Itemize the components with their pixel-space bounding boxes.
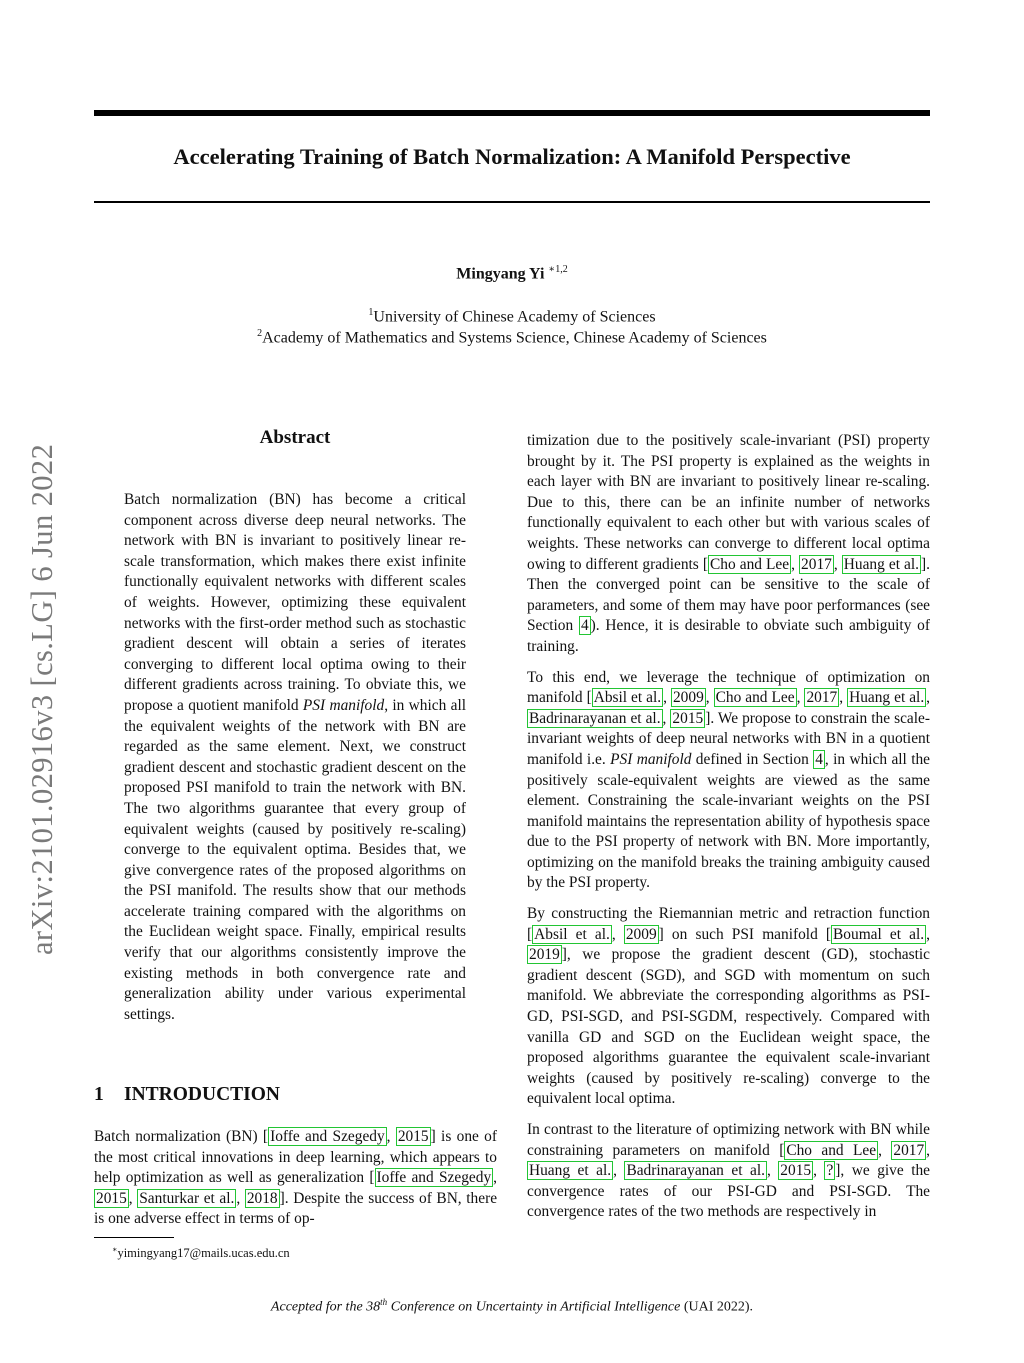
section-title: INTRODUCTION: [124, 1084, 281, 1105]
affiliation-2-number: 2: [257, 328, 263, 339]
text: ,: [128, 1189, 138, 1207]
text: ,: [386, 1128, 396, 1145]
arxiv-identifier-stamp: arXiv:2101.02916v3 [cs.LG] 6 Jun 2022: [25, 443, 59, 955]
section-reference-link[interactable]: 4: [815, 750, 823, 768]
citation-link[interactable]: 2017: [806, 689, 838, 707]
citation-link[interactable]: Huang et al.: [529, 1162, 612, 1180]
right-paragraph-4: [527, 1120, 930, 1223]
introduction-right-column: [527, 431, 930, 1233]
section-number: 1: [94, 1084, 104, 1105]
citation-link[interactable]: Huang et al.: [843, 555, 920, 573]
citation-link[interactable]: Santurkar et al.: [139, 1189, 235, 1207]
text: ,: [613, 1162, 625, 1180]
abstract-paragraph: [124, 490, 466, 1025]
citation-link[interactable]: 2015: [780, 1162, 812, 1180]
text: ,: [839, 689, 848, 707]
footnote: [112, 1241, 290, 1262]
right-paragraph-1: [527, 431, 930, 658]
abstract-text-1: Batch normalization (BN) has become a critical component across diverse deep neural networks. The network with BN is invariant to positively linear re-scale transformation, which makes there exist infinite functionally equivalent networks with different scales of weights. However, optimizing these equivalent networks with the first-order method such as stochastic gradient descent will obtain a series of iterates converging to different local optima owing to their different gradients across training. To obviate this, we propose a quotient manifold: [124, 491, 466, 714]
text: ,: [766, 1162, 779, 1180]
text: defined in Section: [691, 750, 814, 768]
citation-link[interactable]: Absil et al.: [593, 689, 662, 707]
citation-link[interactable]: 2015: [397, 1128, 429, 1145]
citation-link[interactable]: Badrinarayanan et al.: [529, 709, 661, 727]
text: ]. Despite the success of BN, there is one adverse effect in terms of op-: [94, 1189, 498, 1228]
footer-venue-prefix: Accepted for the 38: [270, 1299, 381, 1315]
text: ,: [813, 1162, 825, 1180]
affiliation-1-text: University of Chinese Academy of Sciences: [373, 308, 656, 326]
footnote-mark: ∗: [112, 1245, 118, 1254]
text: ]. Then the converged point can be sensitive to the scale of parameters, and some of them may have poor performances (see Section: [527, 555, 930, 635]
text: ,: [878, 1141, 892, 1159]
text: ,: [926, 925, 930, 943]
citation-link[interactable]: Ioffe and Szegedy: [270, 1128, 385, 1145]
text: ], we propose the gradient descent (GD), stochastic gradient descent (SGD), and SGD with momentum on such manifold. We abbreviate the corresponding algorithms as PSI-GD, PSI-SGD, and PSI-SGDM, respectively. Compared with vanilla GD and SGD on the Euclidean weight space, the proposed algorithms guarantee the equivalent scale-invariant weights (caused by positively re-scaling) converge to the equivalent local optima.: [527, 946, 930, 1108]
citation-link[interactable]: ?: [826, 1162, 834, 1180]
footnote-rule: [94, 1237, 174, 1238]
citation-link[interactable]: 2009: [672, 689, 704, 707]
citation-link[interactable]: 2015: [96, 1189, 127, 1207]
footer-venue-name: Conference on Uncertainty in Artificial Intelligence: [387, 1299, 681, 1315]
text: , in which all the positively scale-equivalent weights are viewed as the same element. Constraining the scale-invariant weights on the PSI manifold maintains the representation ability of hypothesis space due to the PSI property of network with BN. More importantly, optimizing on the manifold breaks the training ambiguity caused by the PSI property.: [527, 750, 930, 892]
text: Batch normalization (BN) [: [94, 1128, 269, 1145]
citation-link[interactable]: Ioffe and Szegedy: [376, 1169, 492, 1187]
text: ,: [493, 1169, 497, 1187]
text: In contrast to the literature of optimizing network with BN while constraining parameters on manifold [: [527, 1121, 930, 1159]
citation-link[interactable]: Absil et al.: [534, 925, 610, 943]
author-affiliation-marks: ∗1,2: [548, 264, 568, 275]
citation-link[interactable]: Boumal et al.: [833, 925, 925, 943]
title-bottom-rule: [94, 201, 930, 203]
introduction-left-column: [94, 1127, 497, 1230]
abstract-body: [124, 490, 466, 1025]
section-heading-introduction: [94, 1082, 280, 1108]
affiliation-2-text: Academy of Mathematics and Systems Science, Chinese Academy of Sciences: [262, 329, 767, 347]
citation-link[interactable]: 2018: [246, 1189, 278, 1207]
citation-link[interactable]: 2017: [801, 555, 832, 573]
footer-ordinal-suffix: th: [380, 1297, 388, 1307]
footer-venue-abbrev: (UAI 2022).: [680, 1299, 754, 1315]
conference-footer: [94, 1292, 930, 1318]
affiliation-2: [94, 323, 930, 348]
text: ). Hence, it is desirable to obviate such ambiguity of training.: [527, 617, 931, 655]
text: timization due to the positively scale-invariant (PSI) property brought by it. The PSI property is explained as the weights in each layer with BN are invariant to positively linear re-scaling. Due to this, there can be an infinite number of networks functionally equivalent to each other but with various scales of weights. These networks can converge to different local optima owing to different gradients [: [527, 432, 930, 573]
text: ,: [926, 1141, 931, 1159]
text: ,: [833, 555, 842, 573]
author-name: Mingyang Yi: [456, 265, 545, 283]
text: ,: [662, 709, 671, 727]
citation-link[interactable]: 2017: [893, 1141, 925, 1159]
text: ] is one of the most critical innovations in deep learning, which appears to help optimization as well as generalization [: [94, 1128, 497, 1187]
text: ,: [926, 689, 931, 707]
introduction-paragraph-1: [94, 1127, 497, 1230]
text: ,: [705, 689, 714, 707]
citation-link[interactable]: 2019: [529, 946, 560, 964]
abstract-heading: Abstract: [259, 427, 331, 448]
text: By constructing the Riemannian metric and retraction function [: [527, 905, 930, 943]
text: ] on such PSI manifold [: [658, 925, 832, 943]
citation-link[interactable]: 2015: [672, 709, 704, 727]
text: ,: [796, 689, 805, 707]
abstract-text-2: , in which all the equivalent weights of the network with BN are regarded as the same element. Next, we construct gradient descent and stochastic gradient descent on the proposed PSI manifold to train the network with BN. The two algorithms guarantee that every group of equivalent weights (caused by positively re-scaling) converge to the equivalent optima. Besides that, we give convergence rates of the proposed algorithms on the PSI manifold. The results show that our methods accelerate training compared with the algorithms on the Euclidean weight space. Finally, empirical results verify that our algorithms consistently improve the existing methods in both convergence rate and generalization ability under various experimental settings.: [124, 696, 466, 1023]
title-top-rule: [94, 110, 930, 116]
right-paragraph-3: [527, 904, 930, 1110]
right-paragraph-2: [527, 668, 930, 895]
section-reference-link[interactable]: 4: [580, 617, 589, 635]
citation-link[interactable]: Huang et al.: [849, 689, 925, 707]
citation-link[interactable]: Badrinarayanan et al.: [626, 1162, 765, 1180]
citation-link[interactable]: 2009: [625, 925, 657, 943]
citation-link[interactable]: Cho and Lee: [715, 689, 795, 707]
text: ,: [663, 689, 671, 707]
abstract-emphasis: PSI manifold: [302, 696, 385, 714]
text: ,: [236, 1189, 245, 1207]
footnote-email: yimingyang17@mails.ucas.edu.cn: [117, 1246, 290, 1261]
paper-title: Accelerating Training of Batch Normalization: A Manifold Perspective: [173, 144, 851, 169]
text: ,: [791, 555, 800, 573]
author-line: [94, 259, 930, 285]
text: ]. We propose to constrain the scale-invariant weights of deep neural networks with BN in a quotient manifold i.e.: [527, 709, 930, 768]
text: To this end, we leverage the technique of optimization on manifold [: [527, 668, 930, 707]
emphasis: PSI manifold: [610, 750, 692, 768]
affiliation-1-number: 1: [368, 307, 374, 318]
citation-link[interactable]: Cho and Lee: [710, 555, 790, 573]
text: ], we give the convergence rates of our PSI-GD and PSI-SGD. The convergence rates of the two methods are respectively in: [527, 1162, 930, 1221]
text: ,: [611, 925, 624, 943]
citation-link[interactable]: Cho and Lee: [786, 1141, 877, 1159]
